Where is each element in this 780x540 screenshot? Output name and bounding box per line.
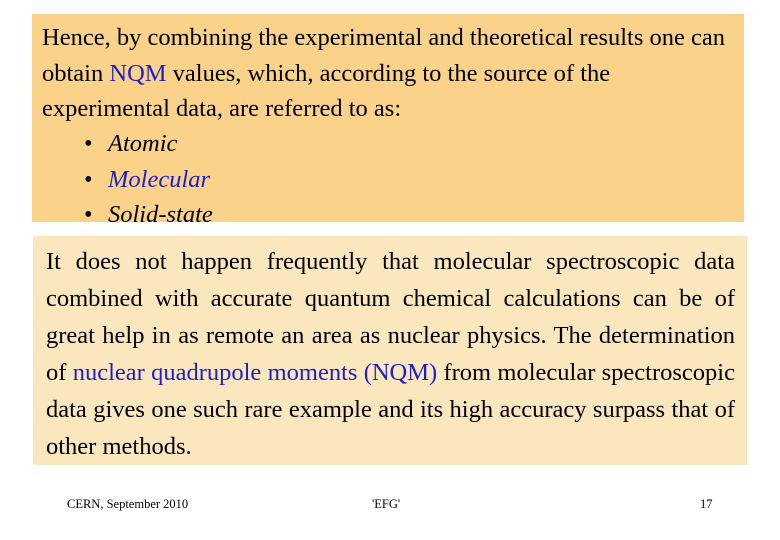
nqm-summary-text [42,20,742,127]
nqm-highlight: NQM [109,59,167,87]
summary-intro-text: Hence, by combining the experimental and theoretical results one can obtain [42,24,726,87]
page-number: 17 [700,497,713,511]
nqm-types-list [42,126,213,233]
bullet-icon: • [84,201,93,228]
paragraph-part1: It does not happen frequently that molecular spectroscopic data combined with accurate quantum chemical calculations can be of great help in as remote an area as nuclear physics. The determination of [46,248,735,386]
bullet-icon: • [84,130,93,157]
list-item-solid-state [42,197,213,233]
bullet-icon: • [84,165,93,193]
list-item-label: Solid-state [108,201,213,228]
footer-date: CERN, September 2010 [67,497,189,511]
list-item-label: Atomic [108,130,178,157]
nuclear-physics-text [46,243,735,465]
list-item-atomic [42,126,213,162]
nqm-term-highlight: nuclear quadrupole moments (NQM) [72,359,438,386]
summary-intro-continuation: values, which, according to the source of the experimental data, are referred to as: [42,59,611,122]
list-item-label: Molecular [108,165,211,193]
footer-title: 'EFG' [372,497,401,511]
paragraph-part2: from molecular spectroscopic data gives one such rare example and its high accuracy surpass that of other methods. [46,359,735,460]
list-item-molecular [42,162,213,198]
